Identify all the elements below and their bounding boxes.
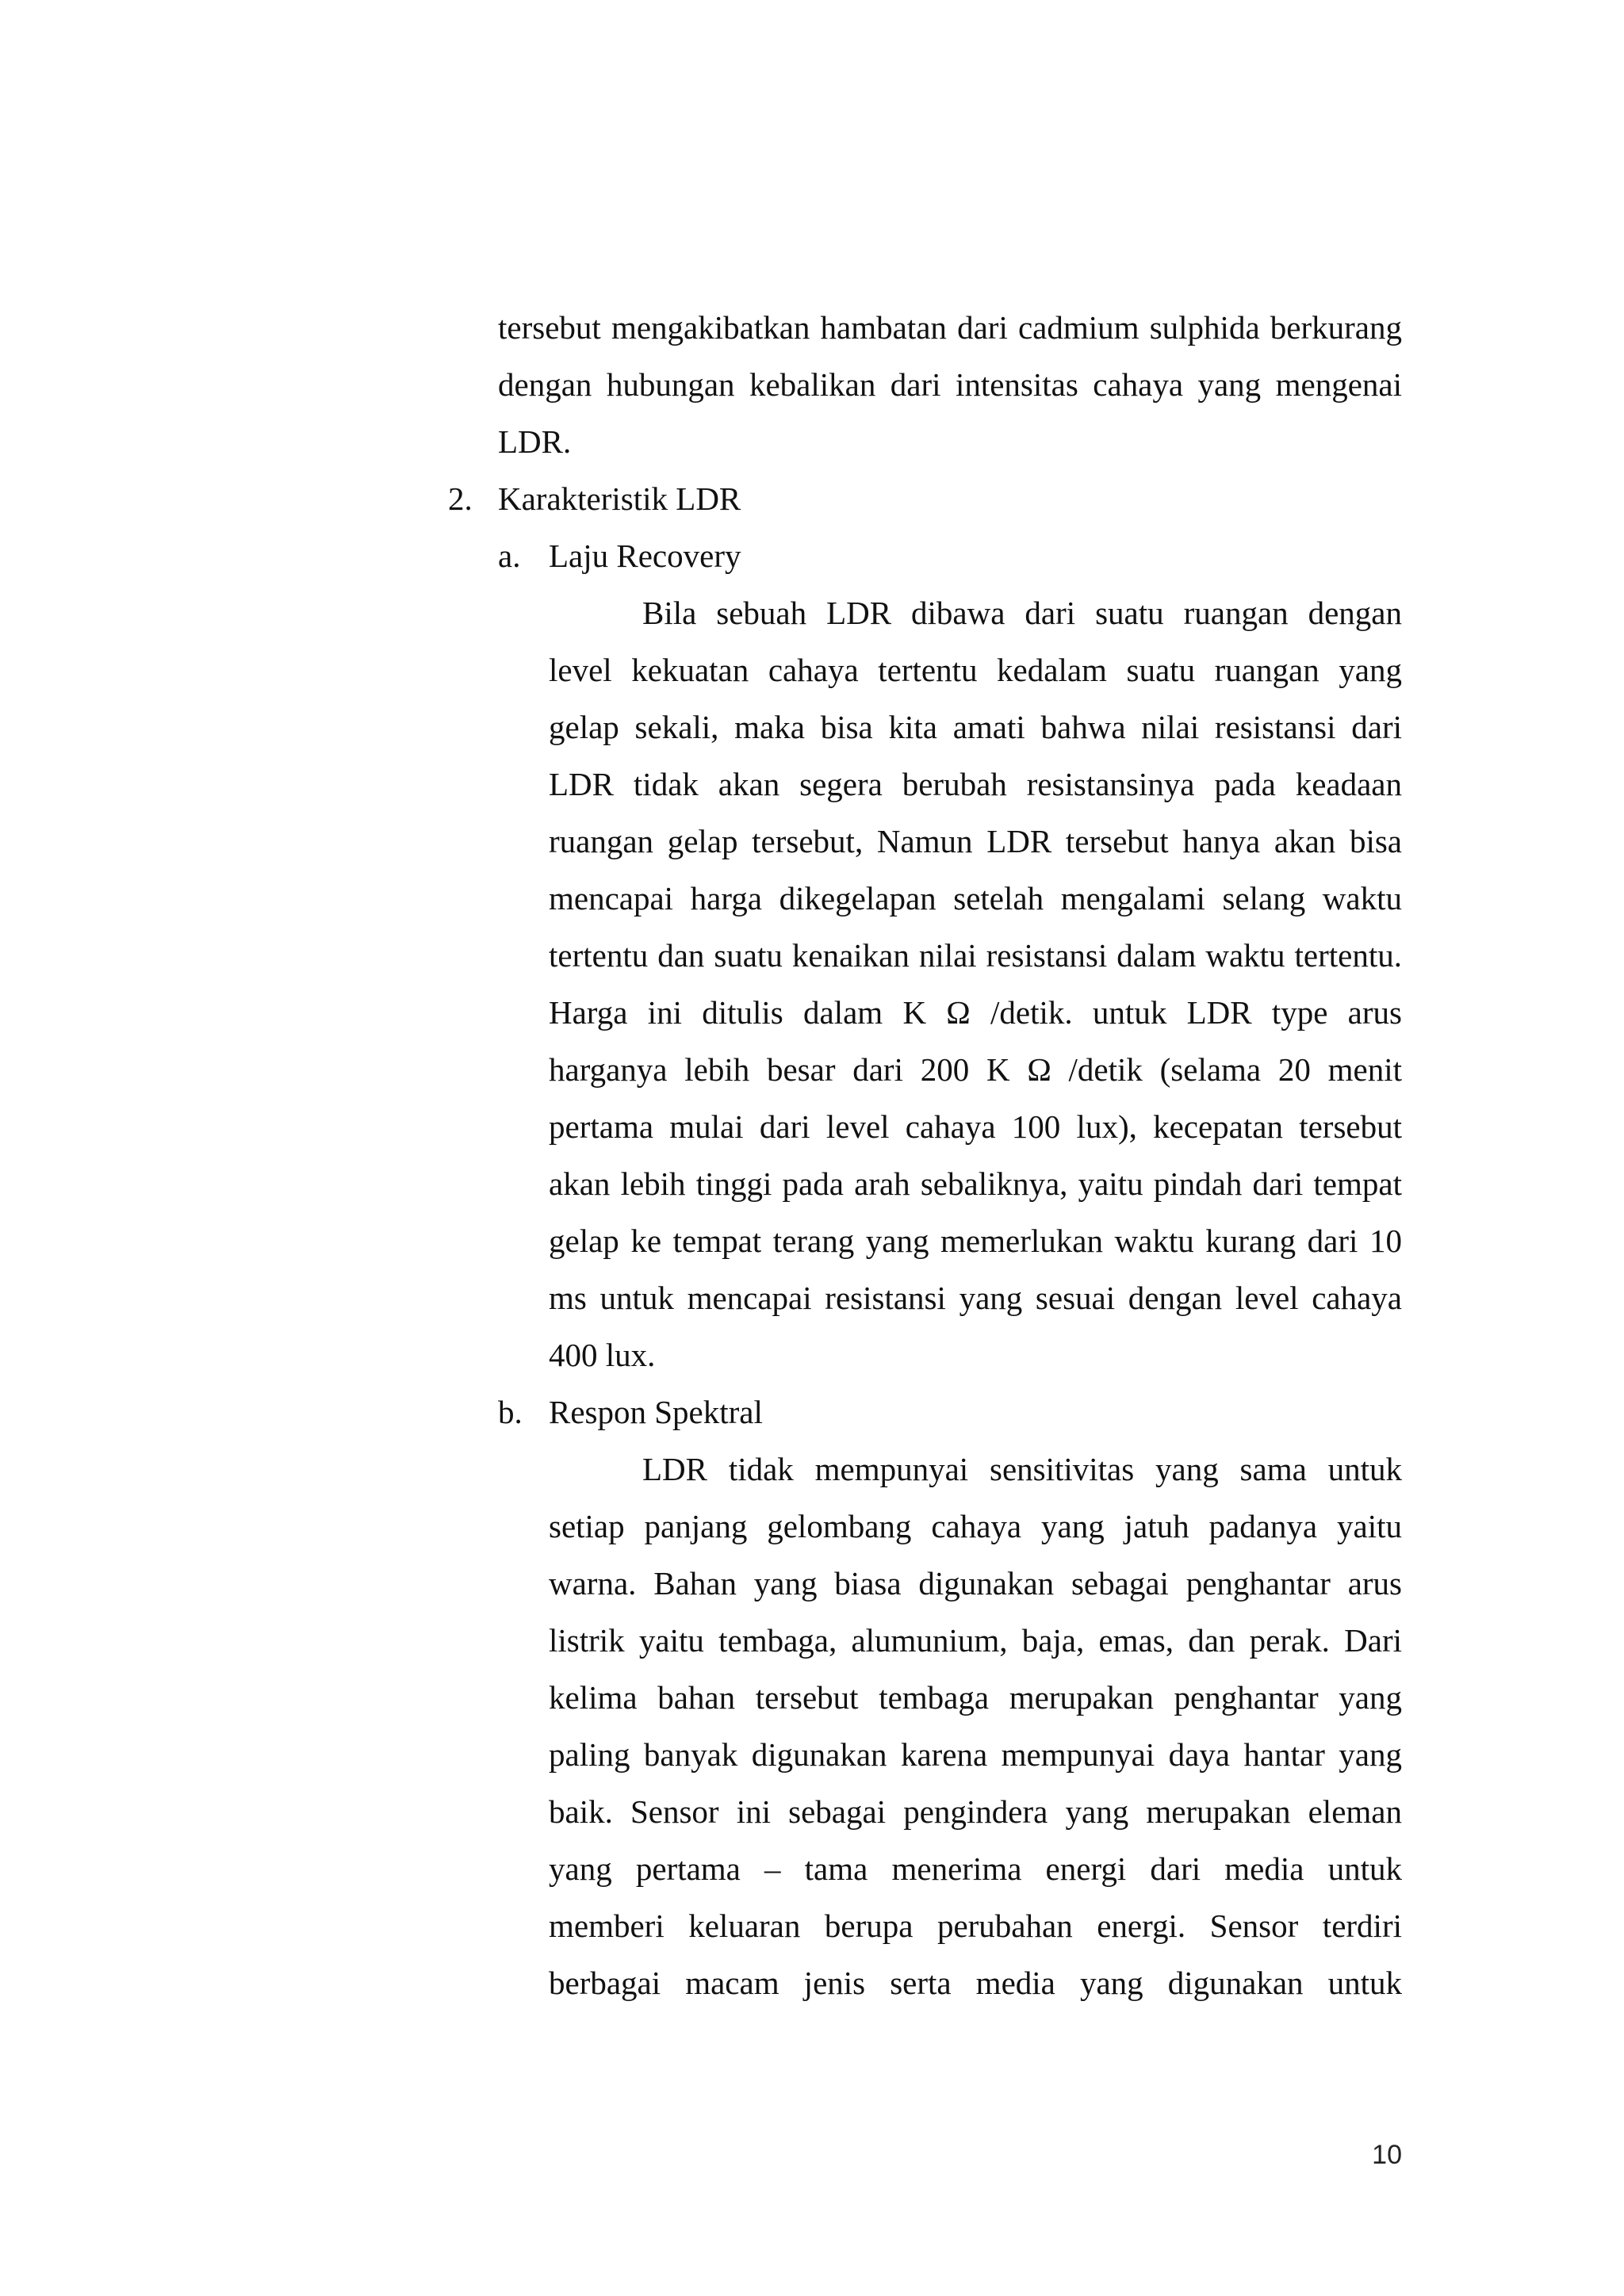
paragraph-b-line-5: kelima bahan tersebut tembaga merupakan penghantar yang (549, 1679, 1402, 1716)
subsection-b-title: Respon Spektral (549, 1394, 763, 1430)
paragraph-a-line-12: gelap ke tempat terang yang memerlukan waktu kurang dari 10 (549, 1223, 1402, 1259)
subsection-a-letter: a. (498, 538, 521, 574)
paragraph-b-line-10: berbagai macam jenis serta media yang digunakan untuk (549, 1965, 1402, 2001)
subsection-b-letter: b. (498, 1394, 523, 1430)
paragraph-a-line-4: LDR tidak akan segera berubah resistansinya pada keadaan (549, 766, 1402, 802)
paragraph-b-line-1: LDR tidak mempunyai sensitivitas yang sama untuk (642, 1451, 1402, 1487)
paragraph-a-line-7: tertentu dan suatu kenaikan nilai resistansi dalam waktu tertentu. (549, 937, 1402, 974)
paragraph-a-line-3: gelap sekali, maka bisa kita amati bahwa nilai resistansi dari (549, 709, 1402, 745)
paragraph-b-line-2: setiap panjang gelombang cahaya yang jatuh padanya yaitu (549, 1508, 1402, 1544)
paragraph-b-line-6: paling banyak digunakan karena mempunyai daya hantar yang (549, 1736, 1402, 1773)
paragraph-a-line-5: ruangan gelap tersebut, Namun LDR tersebut hanya akan bisa (549, 823, 1402, 859)
intro-line-3: LDR. (498, 423, 572, 460)
paragraph-b-line-4: listrik yaitu tembaga, alumunium, baja, emas, dan perak. Dari (549, 1622, 1402, 1659)
paragraph-b-line-8: yang pertama – tama menerima energi dari media untuk (549, 1850, 1402, 1887)
paragraph-b-line-9: memberi keluaran berupa perubahan energi. Sensor terdiri (549, 1908, 1402, 1944)
section-title: Karakteristik LDR (498, 480, 741, 517)
paragraph-a-line-10: pertama mulai dari level cahaya 100 lux), kecepatan tersebut (549, 1108, 1402, 1145)
paragraph-a-line-14: 400 lux. (549, 1337, 656, 1373)
paragraph-a-line-8: Harga ini ditulis dalam K Ω /detik. untuk LDR type arus (549, 994, 1402, 1031)
paragraph-a-line-2: level kekuatan cahaya tertentu kedalam suatu ruangan yang (549, 652, 1402, 688)
paragraph-a-line-9: harganya lebih besar dari 200 K Ω /detik (selama 20 menit (549, 1051, 1402, 1088)
paragraph-b-line-3: warna. Bahan yang biasa digunakan sebagai penghantar arus (549, 1565, 1402, 1601)
paragraph-b-line-7: baik. Sensor ini sebagai pengindera yang merupakan eleman (549, 1793, 1402, 1830)
intro-line-1: tersebut mengakibatkan hambatan dari cadmium sulphida berkurang (498, 309, 1402, 346)
paragraph-a-line-1: Bila sebuah LDR dibawa dari suatu ruangan dengan (642, 595, 1402, 631)
page-number: 10 (1372, 2140, 1402, 2170)
section-number: 2. (448, 480, 473, 517)
intro-line-2: dengan hubungan kebalikan dari intensitas cahaya yang mengenai (498, 366, 1402, 403)
paragraph-a-line-13: ms untuk mencapai resistansi yang sesuai dengan level cahaya (549, 1280, 1402, 1316)
paragraph-a-line-6: mencapai harga dikegelapan setelah mengalami selang waktu (549, 880, 1402, 916)
paragraph-a-line-11: akan lebih tinggi pada arah sebaliknya, yaitu pindah dari tempat (549, 1165, 1402, 1202)
subsection-a-title: Laju Recovery (549, 538, 741, 574)
